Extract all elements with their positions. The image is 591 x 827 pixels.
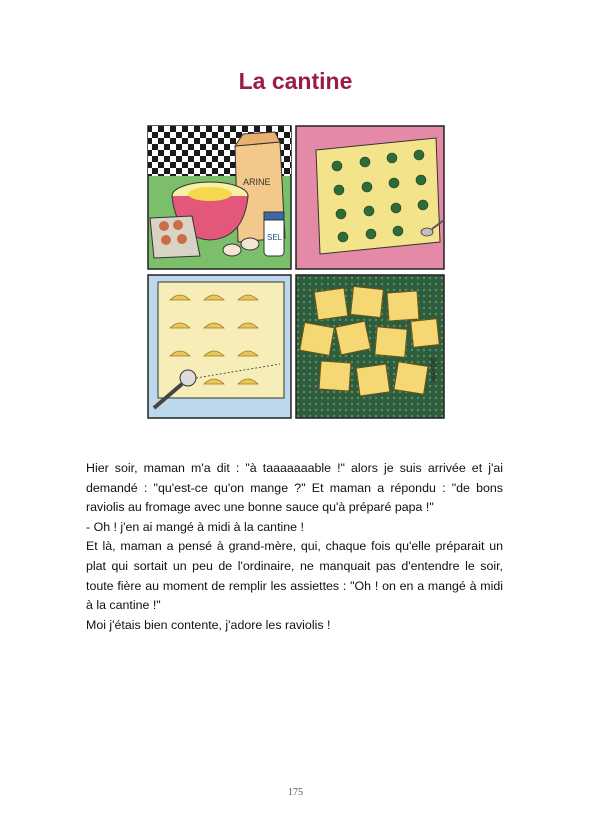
panel-filling [296, 126, 444, 269]
story-paragraph: Moi j'étais bien contente, j'adore les raviolis ! [86, 617, 331, 632]
panel-plate [296, 275, 444, 418]
page-title: La cantine [238, 68, 353, 94]
story-text [86, 459, 503, 635]
egg-icon [223, 244, 241, 256]
story-paragraph: Et là, maman a pensé à grand-mère, qui, chaque fois qu'elle préparait un plat qui sortait un peu de l'ordinaire, ne manquait pas d'entendre le soir, toute fière au moment de remplir les assiettes : "Oh ! on en a mangé à midi à la cantine !" [86, 539, 503, 613]
story-paragraph: Hier soir, maman m'a dit : "à taaaaaaable !" alors je suis arrivée et j'ai demandé : "qu'est-ce qu'on mange ?" Et maman a répondu : "de bons raviolis au fromage avec une bonne sauce qu'à préparé papa !" [86, 461, 503, 515]
salt-shaker-icon [264, 212, 284, 256]
egg-carton-icon [150, 216, 200, 258]
panel-cutting [148, 275, 291, 418]
page-number: 175 [288, 787, 303, 798]
salt-label: SEL [267, 233, 283, 242]
artist-signature: MAYDÉ [431, 357, 438, 382]
egg-icon [241, 238, 259, 250]
panel-dough [148, 126, 291, 269]
story-paragraph: - Oh ! j'en ai mangé à midi à la cantine ! [86, 519, 304, 534]
flour-label: ARINE [243, 177, 271, 187]
ravioli-illustration [140, 120, 452, 425]
